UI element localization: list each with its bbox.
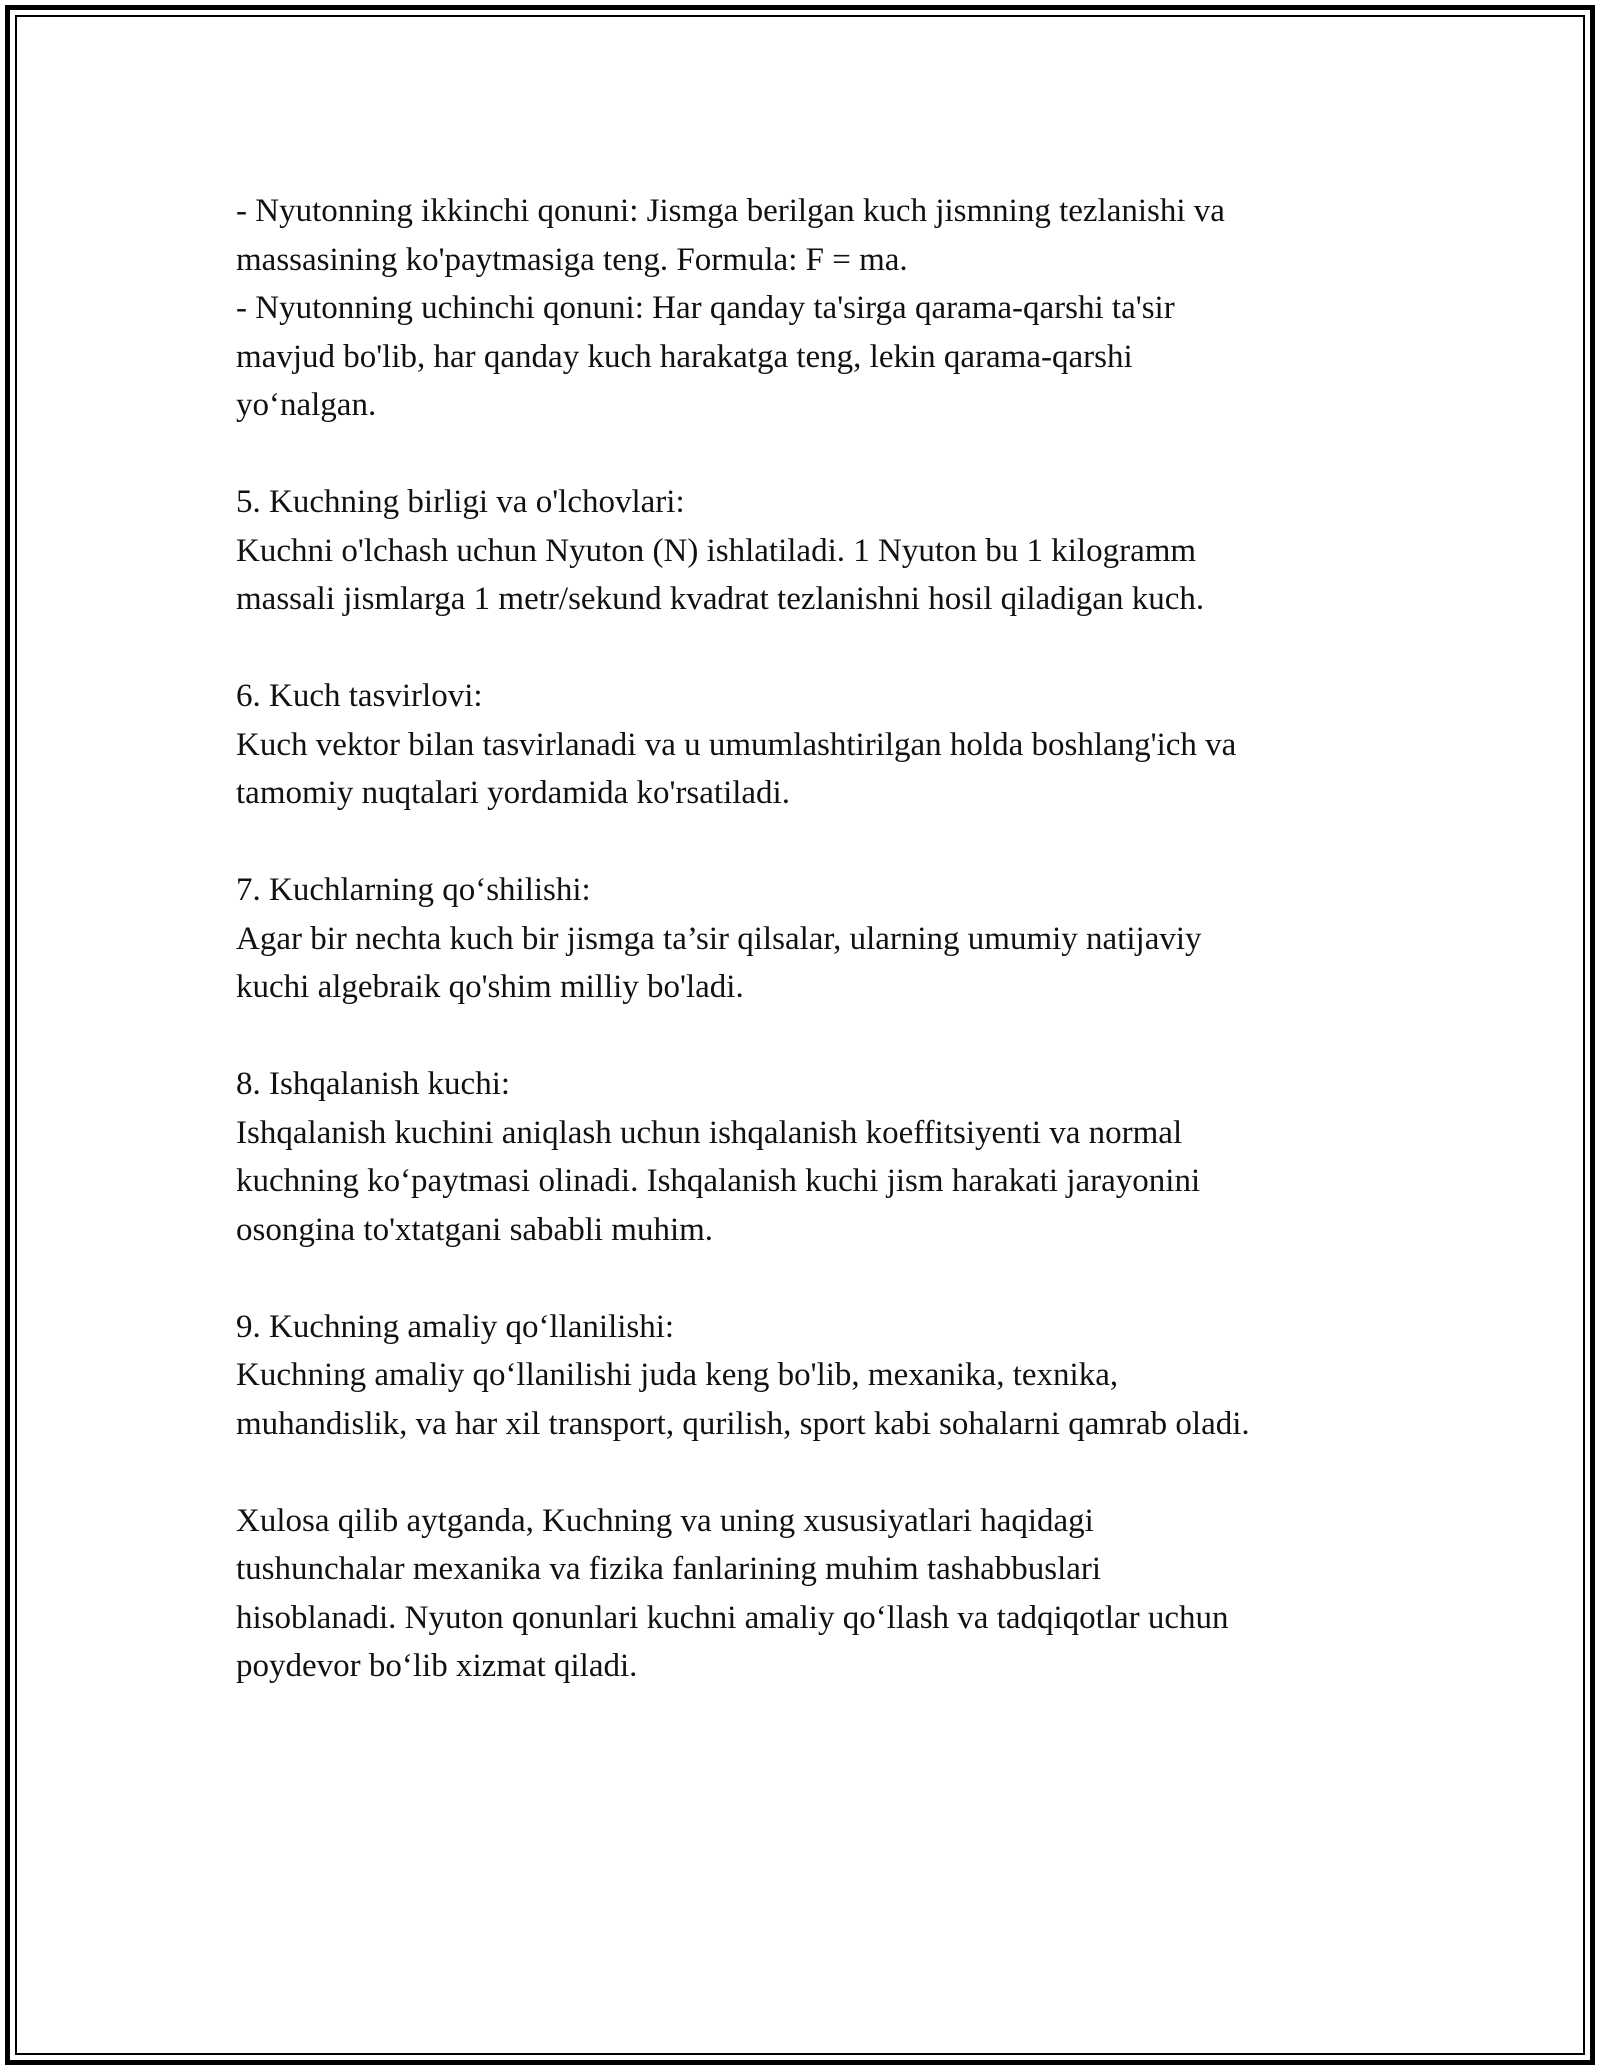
text-line: Kuchning amaliy qo‘llanilishi juda keng bo'lib, mexanika, texnika, [236, 1357, 1119, 1393]
section-5 [236, 478, 1396, 624]
text-line: hisoblanadi. Nyuton qonunlari kuchni amaliy qo‘llash va tadqiqotlar uchun [236, 1599, 1229, 1636]
text-line: massasining ko'paytmasiga teng. Formula: F = ma. [236, 241, 908, 278]
text-line: Kuch vektor bilan tasvirlanadi va u umumlashtirilgan holda boshlang'ich va [236, 726, 1237, 763]
text-line: kuchi algebraik qo'shim milliy bo'ladi. [236, 969, 744, 1005]
text-line: Kuchni o'lchash uchun Nyuton (N) ishlatiladi. 1 Nyuton bu 1 kilogramm [236, 532, 1197, 569]
text-line: tushunchalar mexanika va fizika fanlarining muhim tashabbuslari [236, 1551, 1102, 1587]
section-heading: 6. Kuch tasvirlovi: [236, 678, 483, 714]
newton-third-law [236, 284, 1396, 430]
text-line: yo‘nalgan. [236, 387, 377, 423]
text-line: tamomiy nuqtalari yordamida ko'rsatiladi. [236, 775, 790, 811]
text-line: Ishqalanish kuchini aniqlash uchun ishqalanish koeffitsiyenti va normal [236, 1114, 1183, 1151]
section-heading: 5. Kuchning birligi va o'lchovlari: [236, 484, 685, 520]
text-line: - Nyutonning ikkinchi qonuni: Jismga berilgan kuch jismning tezlanishi va [236, 193, 1225, 229]
text-line: poydevor bo‘lib xizmat qiladi. [236, 1648, 638, 1684]
conclusion [236, 1497, 1396, 1691]
section-7 [236, 866, 1396, 1012]
section-heading: 7. Kuchlarning qo‘shilishi: [236, 872, 591, 908]
document-body [236, 187, 1396, 1691]
text-line: - Nyutonning uchinchi qonuni: Har qanday ta'sirga qarama-qarshi ta'sir [236, 290, 1175, 326]
section-6 [236, 672, 1396, 818]
text-line: muhandislik, va har xil transport, qurilish, sport kabi sohalarni qamrab oladi. [236, 1405, 1250, 1442]
section-8 [236, 1060, 1396, 1254]
text-line: mavjud bo'lib, har qanday kuch harakatga teng, lekin qarama-qarshi [236, 338, 1133, 375]
text-line: kuchning ko‘paytmasi olinadi. Ishqalanish kuchi jism harakati jarayonini [236, 1163, 1201, 1199]
text-line: Agar bir nechta kuch bir jismga ta’sir qilsalar, ularning umumiy natijaviy [236, 920, 1202, 957]
section-heading: 9. Kuchning amaliy qo‘llanilishi: [236, 1308, 675, 1345]
text-line: massali jismlarga 1 metr/sekund kvadrat tezlanishni hosil qiladigan kuch. [236, 581, 1205, 617]
text-line: Xulosa qilib aytganda, Kuchning va uning xususiyatlari haqidagi [236, 1502, 1094, 1539]
newton-second-law [236, 187, 1396, 284]
text-line: osongina to'xtatgani sababli muhim. [236, 1211, 714, 1248]
section-9 [236, 1303, 1396, 1449]
section-heading: 8. Ishqalanish kuchi: [236, 1066, 511, 1102]
